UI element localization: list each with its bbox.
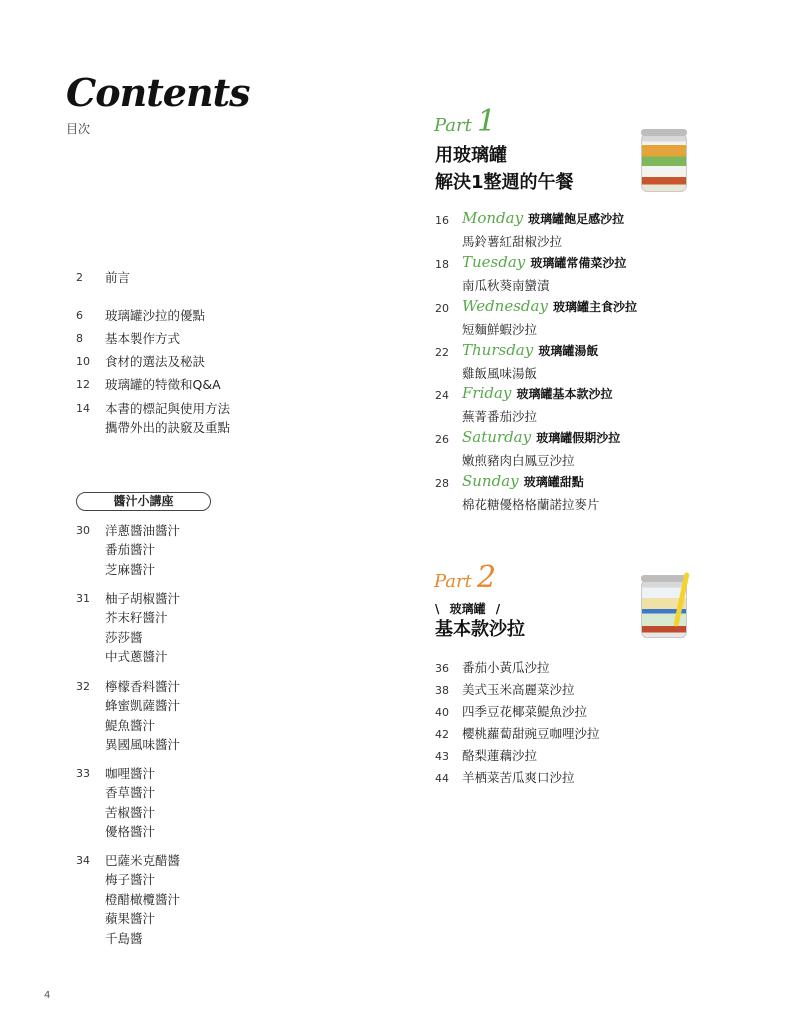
toc-entry[interactable]: 酪梨蓮藕沙拉	[462, 748, 538, 763]
day-title: 玻璃罐飽足感沙拉	[528, 212, 625, 226]
day-subtitle[interactable]: 嫩煎豬肉白鳳豆沙拉	[462, 453, 575, 468]
kicker-slash-left: \	[435, 602, 440, 616]
toc-page-num: 30	[76, 524, 90, 537]
part1-day-entry[interactable]	[462, 427, 620, 446]
part1-day-entry[interactable]	[462, 471, 584, 490]
toc-page-num: 2	[76, 271, 83, 284]
toc-page-num: 36	[435, 662, 449, 675]
toc-page-num: 32	[76, 680, 90, 693]
day-title: 玻璃罐主食沙拉	[553, 300, 638, 314]
toc-page-num: 33	[76, 767, 90, 780]
day-label: Wednesday	[462, 297, 548, 315]
toc-entry[interactable]: 芥末籽醬汁	[105, 610, 168, 625]
toc-page-num: 40	[435, 706, 449, 719]
part1-title-line1: 用玻璃罐	[435, 145, 507, 166]
toc-entry[interactable]: 中式蔥醬汁	[105, 649, 168, 664]
day-label: Saturday	[462, 428, 532, 446]
day-label: Monday	[462, 209, 524, 227]
toc-page-num: 31	[76, 592, 90, 605]
part2-heading	[434, 560, 496, 595]
toc-entry[interactable]: 攜帶外出的訣竅及重點	[105, 420, 231, 435]
toc-entry[interactable]: 芝麻醬汁	[105, 562, 156, 577]
toc-page-num: 14	[76, 402, 90, 415]
toc-page-num: 38	[435, 684, 449, 697]
toc-entry[interactable]: 莎莎醬	[105, 630, 143, 645]
day-subtitle[interactable]: 南瓜秋葵南蠻漬	[462, 278, 550, 293]
toc-page-num: 22	[435, 346, 449, 359]
part1-day-entry[interactable]	[462, 252, 626, 271]
toc-entry[interactable]: 玻璃罐的特徵和Q&A	[105, 377, 221, 392]
toc-entry[interactable]: 巴薩米克醋醬	[105, 853, 181, 868]
toc-page-num: 43	[435, 750, 449, 763]
toc-page-num: 20	[435, 302, 449, 315]
toc-entry[interactable]: 橙醋橄欖醬汁	[105, 892, 181, 907]
kicker-slash-right: /	[495, 602, 501, 616]
toc-entry[interactable]: 梅子醬汁	[105, 872, 156, 887]
toc-entry[interactable]: 食材的選法及秘訣	[105, 354, 206, 369]
toc-entry[interactable]: 番茄小黃瓜沙拉	[462, 660, 550, 675]
toc-page-num: 12	[76, 378, 90, 391]
toc-entry[interactable]: 千島醬	[105, 931, 143, 946]
day-label: Thursday	[462, 341, 534, 359]
day-label: Sunday	[462, 472, 519, 490]
part1-day-entry[interactable]	[462, 383, 613, 402]
part2-title: 基本款沙拉	[435, 619, 525, 640]
day-title: 玻璃罐假期沙拉	[536, 431, 621, 445]
toc-entry[interactable]: 基本製作方式	[105, 331, 181, 346]
part1-day-entry[interactable]	[462, 208, 624, 227]
day-title: 玻璃罐常備菜沙拉	[530, 256, 627, 270]
toc-entry[interactable]: 櫻桃蘿蔔甜豌豆咖哩沙拉	[462, 726, 600, 741]
day-title: 玻璃罐湯飯	[538, 344, 599, 358]
contents-subtitle: 目次	[66, 122, 91, 136]
day-label: Friday	[462, 384, 512, 402]
toc-page-num: 34	[76, 854, 90, 867]
salad-jar-icon	[641, 134, 687, 192]
part2-label: Part	[434, 571, 472, 592]
day-subtitle[interactable]: 馬鈴薯紅甜椒沙拉	[462, 234, 563, 249]
toc-entry[interactable]: 香草醬汁	[105, 785, 156, 800]
toc-page-num: 18	[435, 258, 449, 271]
part1-day-entry[interactable]	[462, 296, 637, 315]
day-subtitle[interactable]: 雞飯風味湯飯	[462, 366, 538, 381]
toc-entry[interactable]: 檸檬香料醬汁	[105, 679, 181, 694]
sauce-section-header: 醬汁小講座	[76, 492, 211, 511]
toc-entry[interactable]: 洋蔥醬油醬汁	[105, 523, 181, 538]
toc-page-num: 26	[435, 433, 449, 446]
toc-entry[interactable]: 羊栖菜苦瓜爽口沙拉	[462, 770, 575, 785]
day-title: 玻璃罐基本款沙拉	[516, 387, 613, 401]
toc-entry[interactable]: 苦椒醬汁	[105, 805, 156, 820]
toc-entry[interactable]: 優格醬汁	[105, 824, 156, 839]
toc-entry[interactable]: 玻璃罐沙拉的優點	[105, 308, 206, 323]
toc-page-num: 42	[435, 728, 449, 741]
toc-entry[interactable]: 番茄醬汁	[105, 542, 156, 557]
page-number: 4	[44, 990, 51, 1001]
day-subtitle[interactable]: 短麵鮮蝦沙拉	[462, 322, 538, 337]
day-subtitle[interactable]: 棉花糖優格格蘭諾拉麥片	[462, 497, 600, 512]
toc-entry[interactable]: 四季豆花椰菜鯷魚沙拉	[462, 704, 588, 719]
toc-entry[interactable]: 柚子胡椒醬汁	[105, 591, 181, 606]
part2-kicker-line	[435, 600, 500, 617]
toc-entry[interactable]: 異國風味醬汁	[105, 737, 181, 752]
part1-label: Part	[434, 115, 472, 136]
contents-title: Contents	[66, 70, 250, 115]
toc-entry[interactable]: 蜂蜜凱薩醬汁	[105, 698, 181, 713]
part2-number: 2	[476, 560, 497, 595]
toc-page-num: 6	[76, 309, 83, 322]
toc-entry[interactable]: 鯷魚醬汁	[105, 718, 156, 733]
part2-kicker: 玻璃罐	[449, 602, 486, 616]
part1-day-entry[interactable]	[462, 340, 598, 359]
toc-entry[interactable]: 美式玉米高麗菜沙拉	[462, 682, 575, 697]
toc-entry[interactable]: 本書的標記與使用方法	[105, 401, 231, 416]
day-label: Tuesday	[462, 253, 526, 271]
toc-page-num: 8	[76, 332, 83, 345]
day-title: 玻璃罐甜點	[523, 475, 584, 489]
toc-page-num: 16	[435, 214, 449, 227]
toc-entry[interactable]: 前言	[105, 270, 131, 285]
toc-page-num: 24	[435, 389, 449, 402]
toc-page-num: 10	[76, 355, 90, 368]
toc-entry[interactable]: 咖哩醬汁	[105, 766, 156, 781]
toc-page-num: 28	[435, 477, 449, 490]
toc-page-num: 44	[435, 772, 449, 785]
part1-heading	[434, 104, 496, 139]
toc-entry[interactable]: 蘋果醬汁	[105, 911, 156, 926]
part1-number: 1	[476, 104, 497, 139]
part1-title-line2: 解決1整週的午餐	[435, 172, 574, 193]
day-subtitle[interactable]: 蕪菁番茄沙拉	[462, 409, 538, 424]
